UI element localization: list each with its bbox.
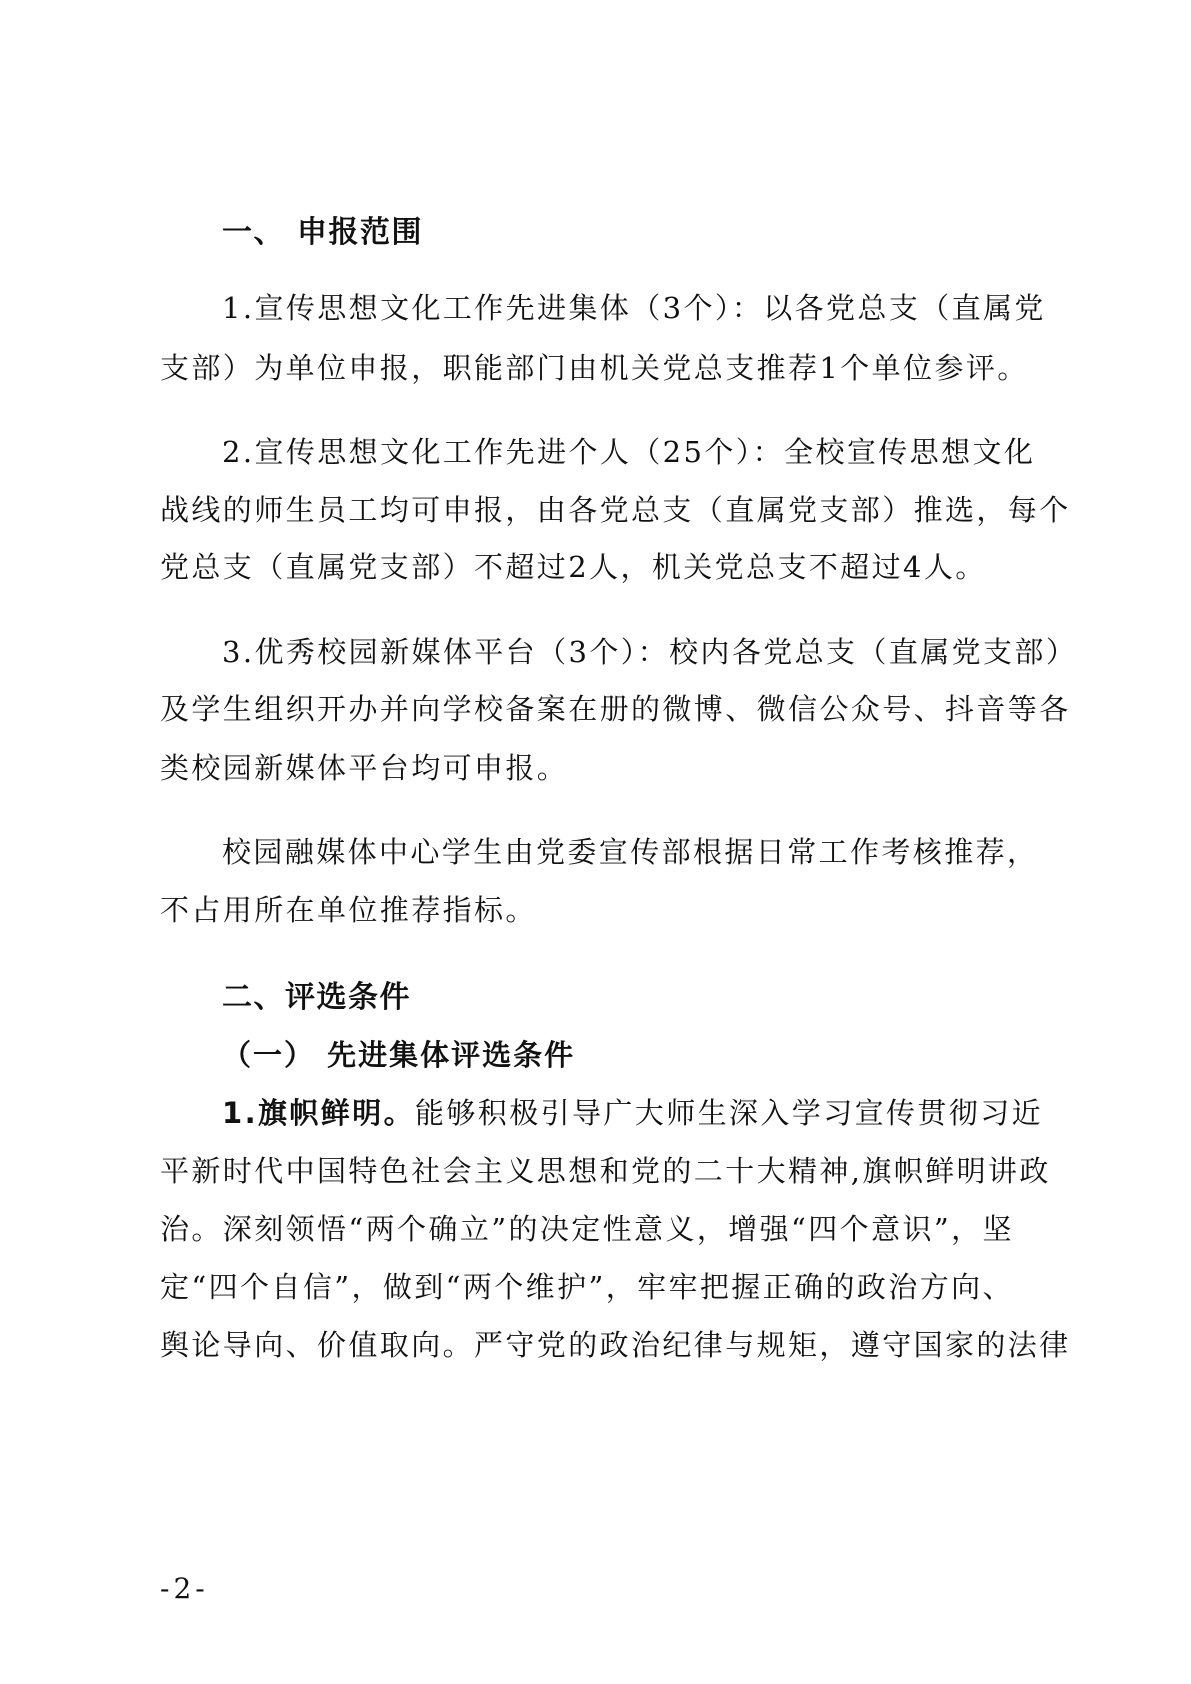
criteria-item-1-line-1 — [222, 1093, 1050, 1133]
scope-item-3-line-2: 及学生组织开办并向学校备案在册的微博、微信公众号、抖音等各 — [160, 692, 1071, 726]
criteria-item-1-line-5: 舆论导向、价值取向。严守党的政治纪律与规矩，遵守国家的法律 — [160, 1328, 1071, 1362]
section-heading-criteria: 二、评选条件 — [222, 980, 411, 1015]
criteria-item-1-line-4: 定“四个自信”，做到“两个维护”，牢牢把握正确的政治方向、 — [160, 1270, 1014, 1304]
section-heading-scope: 一、 申报范围 — [222, 215, 423, 250]
subsection-heading-collective: （一） 先进集体评选条件 — [222, 1038, 576, 1072]
scope-item-2-line-2: 战线的师生员工均可申报，由各党总支（直属党支部）推选，每个 — [160, 493, 1071, 527]
page-number: -2- — [160, 1572, 209, 1605]
scope-item-1-line-1: 1.宣传思想文化工作先进集体（3个）：以各党总支（直属党 — [222, 291, 1046, 325]
scope-note-line-1: 校园融媒体中心学生由党委宣传部根据日常工作考核推荐， — [222, 835, 1039, 869]
criteria-item-1-lead: 1.旗帜鲜明。 — [222, 1096, 415, 1130]
scope-item-2-line-1: 2.宣传思想文化工作先进个人（25个）：全校宣传思想文化 — [222, 435, 1036, 469]
scope-item-3-line-1: 3.优秀校园新媒体平台（3个）：校内各党总支（直属党支部） — [222, 635, 1078, 669]
scope-item-2-line-3: 党总支（直属党支部）不超过2人，机关党总支不超过4人。 — [160, 550, 987, 584]
criteria-item-1-line-2: 平新时代中国特色社会主义思想和党的二十大精神,旗帜鲜明讲政 — [160, 1154, 1051, 1188]
scope-item-3-line-3: 类校园新媒体平台均可申报。 — [160, 751, 569, 785]
criteria-item-1-line-3: 治。深刻领悟“两个确立”的决定性意义，增强“四个意识”，坚 — [160, 1212, 1014, 1246]
scope-note-line-2: 不占用所在单位推荐指标。 — [160, 893, 537, 927]
criteria-item-1-line-1-text: 能够积极引导广大师生深入学习宣传贯彻习近 — [415, 1096, 1044, 1130]
scope-item-1-line-2: 支部）为单位申报，职能部门由机关党总支推荐1个单位参评。 — [160, 351, 1029, 385]
